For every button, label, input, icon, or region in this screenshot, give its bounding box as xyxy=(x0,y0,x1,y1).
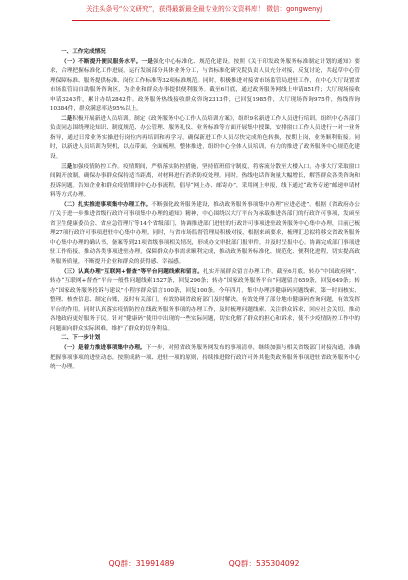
paragraph-text: 下一步，对照省政务服务网发布的事项清单，继续加强与相关省级部门对接沟通，准确把握事项事项的进驻动态，按照成熟一项、进驻一项的原则，持续推进除行政许可外其他类政务服务事项进驻省政务服务中心统一办理。 xyxy=(50,344,360,371)
footer-qq-group-2: QQ群：535304092 xyxy=(228,559,300,568)
paragraph xyxy=(50,115,360,163)
paragraph-lead: （一）是着力推进事项集中办理。 xyxy=(61,344,146,351)
paragraph-lead: 二是 xyxy=(61,115,73,122)
header-divider xyxy=(72,20,330,21)
paragraph-text: 不断强化政务服务建设，推动政务服务事项集中办理“应进必进”。根据《省政府办公厅关于进一步推进省级行政许可事项集中办理的通知》精神，中心围绕以大厅平台为承载推进各部门的行政许可事项，发函至省卫生健康委员会、省应急管理厅等14个省级部门，协调推进部门进驻的行政许可事项进驻政务服务中心集中办理，目前已梳理27项行政许可事项进驻中心集中办理。同时，与省市场监督管理局积极对接，根据来函要求，梳理汇总拟将移交省政务服务中心集中办理的确认书，备案等到21项省级事项相关情况，形成办文审批部门报审件，并及时呈报中心。协调完成部门事项进驻工作衔接，推动各类事项进驻办理，保障群众办事需求顺利完成，推动政务服务标准化、规范化、便利化进程，切实提高政务服务质量，不断提升企业和群众的获得感、幸福感。 xyxy=(50,201,360,266)
paragraph-text: 积极开展新进人员培训。制定《政务服务中心工作人员培训方案》，组织9名新进工作人员进行培训。组织中心各部门负责同志围绕理论知识、制度规范、办公管理、服务礼仪、业务标准等方面开展集中授课，安排窗口工作人员进行一对一业务指导，通过日常业务实操进行岗位内再培训和再学习，确保新进工作人员尽快完成角色转换，按期上岗，业务顺利衔接。同时，以新进人员培训为契机，以点带面，全面梳理，整体推进，组织中心全体人员培训，有力的推进了政务服务中心规范化建设。 xyxy=(50,115,360,161)
section-heading: 二、下一步计划 xyxy=(61,335,101,342)
subheading: （二）扎实推进事项集中办理工作。 xyxy=(61,201,152,208)
paragraph xyxy=(50,344,360,373)
section-heading: 一、工作完成情况 xyxy=(61,49,106,55)
paragraph xyxy=(50,58,360,115)
subheading: （一）不断提升便民服务水平。 xyxy=(61,58,142,65)
header-banner: 关注头条号“公文研究”，获得最新最全最专业的公文资料库！ 微信：gongwenyj xyxy=(85,5,323,13)
document-body xyxy=(50,48,360,373)
paragraph-text: 扎实开展群众留言办理工作，截至6月底，转办“中国政府网”、转办“互联网+督查”平台一般性问题线索1527条，回复296条；转办“国家政务服务平台”问题留言659条，回复649条；转办“国家政务服务投诉与建议”小程序群众留言100条，回复100条。今年四月，集中办理涉健康码问题线索，第一时间核实、整理、核查信息、制定台账，及时有关部门，有效协调省政府部门及时解决，有效处理了部分地市健康码查询问题，有效发挥平台的作用。同时认真落实疫情防控在线政务服务事项的办理工作，及时梳理问题线索、关注群众诉求，回应社会关切，推动各地政府更好服务于民。针对“健康码”使用中出现的一些实际问题，切实化解了群众的担心和诉求，使不少疫情防控工作中的问题面向群众实际困难，维护了群众的切身利益。 xyxy=(50,268,361,332)
paragraph xyxy=(50,201,360,268)
paragraph-lead: 三是 xyxy=(61,163,73,170)
subheading: （三）认真办理“互联网+督查”等平台问题线索和留言。 xyxy=(61,268,203,275)
footer-contact xyxy=(0,558,408,569)
paragraph xyxy=(50,163,360,201)
paragraph-text: 强化中心标准化、规范化建设。按照《关于印发政务服务标准制定计划的通知》要求，合理把握标准化工作进展，运行发展部分具体业务分工，与省标准化研究院负责人员充分对接，反复讨论，共起草中心管理保障标准、服务提供标准、岗位工作标准等32项标准规范。同时，积极推进对接省市场监管局进驻工作，在中心大厅设置省市场监管局自助服务咨询区，为企业和群众办事提供便利服务。截至6月底，通过政务服务网线上申请851件；大厅现场接收申请3243件，累计办结2842件。政务服务热线接收群众咨询2313件，已回复1985件，大厅现场咨询975件，热线咨询10384件，群众满意率达95%以上。 xyxy=(50,58,360,113)
paragraph xyxy=(50,268,360,335)
footer-qq-group-1: QQ群：31991489 xyxy=(108,559,175,568)
paragraph-text: 加强疫情防控工作。疫情期间，严格落实防控措施，坚持值班值守制度，将客流分散至大楼入口，办事大厅采取窗口间隔开放制，确保办事群众保持适当距离，对材料进行消杀防疫处理。同时，热线电话咨询量大幅增长，解答群众各类咨询和投诉问题。告知企业和群众疫情期间中心办事流程，倡导“网上办、邮寄办”，采用网上申报，线下通过“政务专递”邮递申请材料等方式办理。 xyxy=(50,163,360,199)
paragraph-lead: 一是 xyxy=(141,58,154,65)
